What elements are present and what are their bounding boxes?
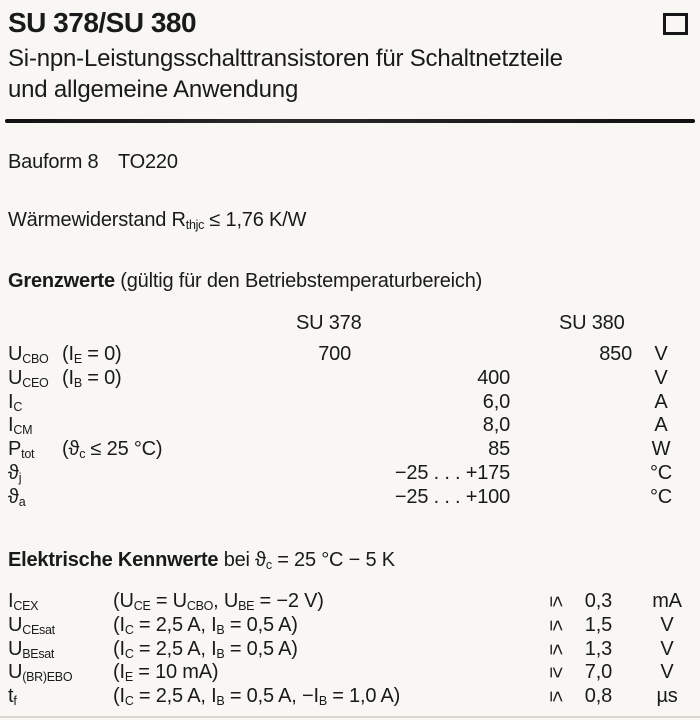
bauform-label: Bauform 8 xyxy=(8,151,99,173)
relation-sign: ≤ xyxy=(545,691,568,702)
bauform-line xyxy=(8,151,178,174)
table-row-uceo xyxy=(0,367,700,391)
symbol: $ϑ_j$ xyxy=(8,462,22,485)
subtitle xyxy=(8,43,563,105)
thermal-resistance-line xyxy=(8,209,306,232)
unit: V xyxy=(660,614,674,636)
relation-sign: ≥ xyxy=(545,667,568,678)
relation-sign: ≤ xyxy=(545,644,568,655)
limit-value: 0,8 xyxy=(584,685,612,707)
condition: ($I_C = 2,5$ A, $I_B = 0,5$ A) xyxy=(113,614,298,637)
unit: A xyxy=(654,414,668,436)
unit: W xyxy=(651,438,671,460)
condition: ($I_C = 2,5$ A, $I_B = 0,5$ A, $-I_B = 1,0$ A) xyxy=(113,685,401,708)
table-row-ucesat xyxy=(0,614,700,638)
unit: µs xyxy=(656,685,678,707)
value-common: 85 xyxy=(488,438,510,460)
subtitle-line2: und allgemeine Anwendung xyxy=(8,76,299,103)
symbol: $U_{(BR)EBO}$ xyxy=(8,661,73,684)
value-common: 8,0 xyxy=(482,414,510,436)
unit: °C xyxy=(649,462,673,484)
limit-value: 0,3 xyxy=(584,590,612,612)
page-title: SU 378/SU 380 xyxy=(8,7,197,38)
condition: ($ϑ_c \le 25$ °C) xyxy=(62,438,163,461)
condition: ($U_{CE} = U_{CBO}$, $U_{BE} = -2$ V) xyxy=(113,590,324,613)
table-row-icex xyxy=(0,590,700,614)
corner-marker-square xyxy=(663,13,688,35)
table-row-ucbo xyxy=(0,343,700,367)
subtitle-line1: Si-npn-Leistungsschalttransistoren für Schaltnetzteile xyxy=(8,45,563,72)
unit: A xyxy=(654,391,668,413)
table-row-tf xyxy=(0,685,700,709)
condition: $(I_B = 0)$ xyxy=(62,367,122,390)
unit: V xyxy=(654,343,668,365)
value-common: −25 . . . +100 xyxy=(394,486,510,508)
symbol: $U_{CEsat}$ xyxy=(8,614,55,637)
symbol: $I_{CEX}$ xyxy=(8,590,39,613)
thermal-subscript: thjc xyxy=(185,218,205,232)
condition: ($I_C = 2,5$ A, $I_B = 0,5$ A) xyxy=(113,638,298,661)
table-row-ubrebo xyxy=(0,661,700,685)
unit: V xyxy=(660,661,674,683)
limit-value: 1,5 xyxy=(584,614,612,636)
grenzwerte-heading xyxy=(8,270,482,293)
symbol: $I_{CM}$ xyxy=(8,414,33,437)
column-header-su380: SU 380 xyxy=(559,312,625,334)
table-row-ubesat xyxy=(0,638,700,662)
thermal-text: Wärmewiderstand R xyxy=(8,209,186,231)
symbol: $ϑ_a$ xyxy=(8,486,26,509)
table-row-icm xyxy=(0,414,700,438)
unit: mA xyxy=(652,590,682,612)
value-common: −25 . . . +175 xyxy=(394,462,510,484)
package-name: TO220 xyxy=(118,151,178,173)
unit: °C xyxy=(649,486,673,508)
condition: $(I_E = 0)$ xyxy=(62,343,122,366)
symbol: $P_{tot}$ xyxy=(8,438,35,461)
limit-value: 7,0 xyxy=(584,661,612,683)
scan-edge-artifact xyxy=(0,716,700,718)
limit-value: 1,3 xyxy=(584,638,612,660)
relation-sign: ≤ xyxy=(545,620,568,631)
unit: V xyxy=(660,638,674,660)
table-row-ic xyxy=(0,391,700,415)
thermal-value: ≤ 1,76 K/W xyxy=(204,209,307,231)
value-common: 400 xyxy=(477,367,510,389)
column-header-su378: SU 378 xyxy=(296,312,362,334)
condition: ($I_E = 10$ mA) xyxy=(113,661,219,684)
symbol: $U_{CBO}$ xyxy=(8,343,49,366)
column-headers xyxy=(0,312,700,336)
value-su378: 700 xyxy=(318,343,351,365)
relation-sign: ≤ xyxy=(545,596,568,607)
grenzwerte-heading-rest: (gültig für den Betriebstemperaturbereich) xyxy=(114,270,483,292)
table-row-theta-a xyxy=(0,486,700,510)
symbol: $U_{BEsat}$ xyxy=(8,638,55,661)
grenzwerte-heading-bold: Grenzwerte xyxy=(8,270,115,292)
table-row-ptot xyxy=(0,438,700,462)
value-su380: 850 xyxy=(599,343,632,365)
symbol: $t_f$ xyxy=(8,685,17,708)
symbol: $I_C$ xyxy=(8,391,23,414)
horizontal-rule xyxy=(5,119,695,123)
kennwerte-heading-bold: Elektrische Kennwerte xyxy=(8,549,219,571)
kennwerte-heading: Elektrische Kennwerte bei $ϑ_c = 25$ °C − 5 K xyxy=(8,549,395,572)
table-row-theta-j xyxy=(0,462,700,486)
symbol: $U_{CEO}$ xyxy=(8,367,49,390)
unit: V xyxy=(654,367,668,389)
value-common: 6,0 xyxy=(482,391,510,413)
